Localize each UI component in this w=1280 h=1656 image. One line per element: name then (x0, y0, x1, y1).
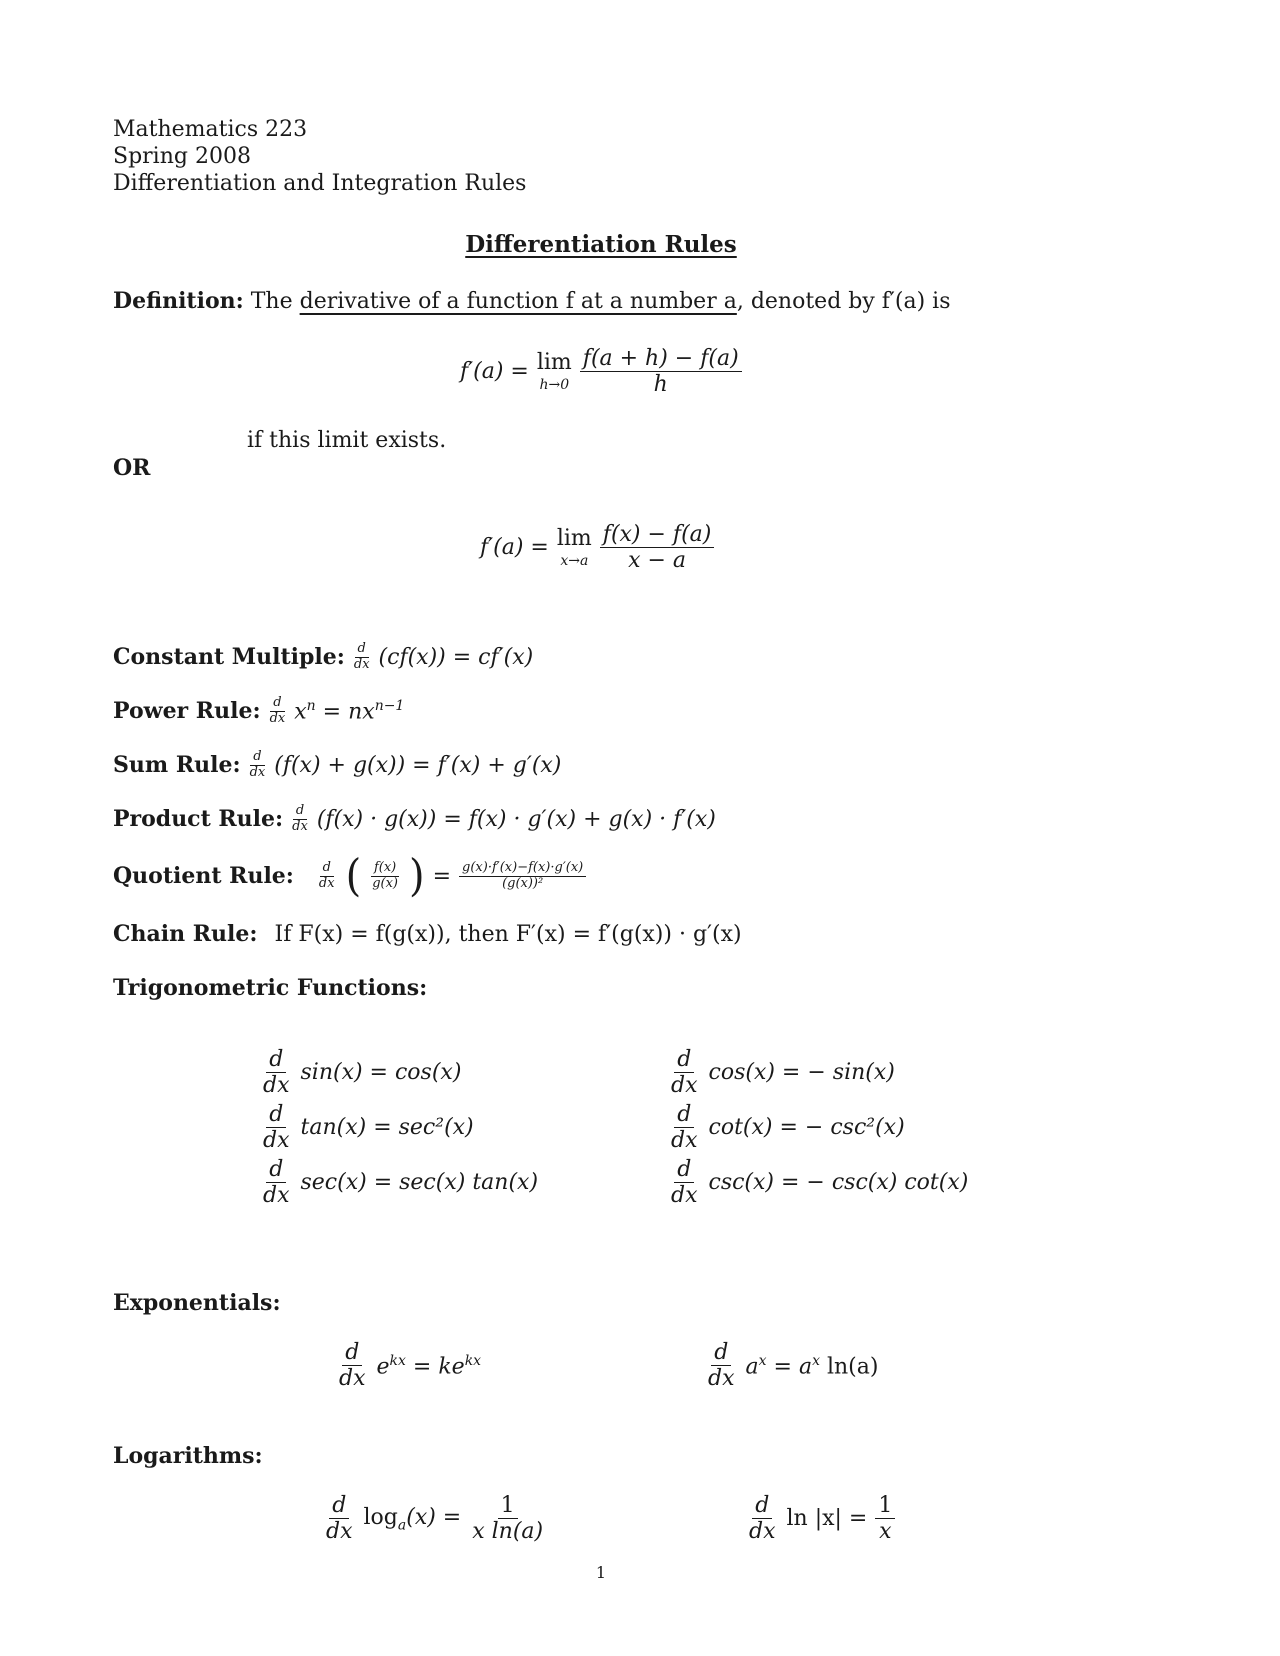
exp-eq: = a (766, 1353, 813, 1379)
trig-right-column (668, 1045, 968, 1210)
sum-rule (113, 750, 561, 781)
section-title: Differentiation Rules (465, 231, 737, 258)
trig-row (260, 1100, 538, 1155)
log-left-num: 1 (498, 1493, 518, 1519)
log-arg: (x) = (406, 1504, 462, 1530)
trig-formula: tan(x) = sec²(x) (300, 1115, 474, 1140)
constant-rhs: (cf(x)) = cf′(x) (378, 644, 534, 670)
definition-post: , denoted by f′(a) is (736, 289, 951, 314)
ddx-fraction (351, 642, 373, 673)
d-num: d (293, 804, 307, 820)
ddx-fraction (267, 696, 289, 727)
exp-base: a (745, 1353, 759, 1379)
ddx-fraction (668, 1157, 701, 1209)
trig-left-column (260, 1045, 538, 1210)
trig-row (668, 1045, 968, 1100)
log-right-den: x (879, 1519, 892, 1545)
derivative-formula-h (460, 346, 742, 398)
quotient-rhs-den: (g(x))² (502, 875, 544, 891)
dx-den: dx (263, 1128, 290, 1153)
formula1-lhs: f′(a) = (460, 359, 529, 385)
exp-power: kx (389, 1352, 406, 1369)
exp-power2: x (812, 1352, 820, 1369)
exp-right-formula (705, 1340, 878, 1392)
exp-left-formula (336, 1340, 481, 1392)
constant-label: Constant Multiple: (113, 644, 345, 671)
ddx-fraction (323, 1493, 356, 1545)
ddx-fraction (746, 1493, 779, 1545)
log-fn: log (363, 1504, 398, 1530)
formula2-fraction (600, 522, 715, 574)
d-num: d (320, 861, 334, 877)
ddx-fraction (336, 1340, 369, 1392)
sum-label: Sum Rule: (113, 752, 241, 779)
log-left-fraction (469, 1493, 546, 1545)
power-exp2: n−1 (374, 698, 405, 715)
chain-rhs: If F(x) = f(g(x)), then F′(x) = f′(g(x)) · g′(x) (274, 922, 742, 947)
dx-den: dx (292, 818, 308, 834)
chain-label: Chain Rule: (113, 921, 258, 947)
logarithms-label: Logarithms: (113, 1443, 263, 1469)
d-num: d (342, 1340, 362, 1366)
log-right-lhs: ln |x| = (786, 1506, 868, 1532)
exp-left-rhs (377, 1353, 482, 1379)
constant-multiple-rule (113, 642, 533, 673)
log-right-num: 1 (875, 1493, 895, 1519)
d-num: d (355, 642, 369, 658)
trig-row (260, 1045, 538, 1100)
ddx-fraction (705, 1340, 738, 1392)
formula2-lhs: f′(a) = (480, 535, 549, 561)
right-paren: ) (408, 850, 425, 902)
trig-formula: cot(x) = − csc²(x) (708, 1115, 905, 1140)
trig-row (668, 1155, 968, 1210)
power-rhs (294, 698, 404, 724)
ddx-fraction (260, 1157, 293, 1209)
dx-den: dx (269, 710, 286, 726)
or-label: OR (113, 455, 151, 481)
dx-den: dx (708, 1366, 735, 1392)
d-num: d (266, 1102, 286, 1128)
quotient-rule (113, 850, 586, 902)
log-right-formula (746, 1493, 895, 1545)
left-paren: ( (345, 850, 362, 902)
log-left-formula (323, 1493, 546, 1545)
log-left-den: x ln(a) (472, 1519, 544, 1545)
dx-den: dx (671, 1183, 698, 1208)
power-base: x (294, 699, 307, 725)
formula1-lim-sub: h→0 (539, 376, 570, 393)
trig-formula: cos(x) = − sin(x) (708, 1060, 895, 1085)
quotient-inner-num: f(x) (371, 861, 399, 877)
exponentials-label: Exponentials: (113, 1290, 281, 1316)
quotient-inner-fraction (369, 861, 401, 892)
chain-rule (113, 921, 742, 947)
formula2-numerator: f(x) − f(a) (600, 522, 715, 548)
dx-den: dx (263, 1073, 290, 1098)
formula1-numerator: f(a + h) − f(a) (580, 346, 742, 372)
course-name: Mathematics 223 (113, 117, 308, 142)
quotient-label: Quotient Rule: (113, 863, 294, 889)
trig-formula: sec(x) = sec(x) tan(x) (300, 1170, 539, 1195)
log-left-lhs (364, 1505, 462, 1533)
d-num: d (266, 1157, 286, 1183)
product-rhs: (f(x) · g(x)) = f(x) · g′(x) + g(x) · f′(x) (316, 806, 716, 832)
power-rule (113, 696, 404, 727)
exp-base: e (376, 1353, 390, 1379)
formula2-lim-sub: x→a (560, 552, 589, 569)
definition-label: Definition: (113, 288, 244, 314)
definition-line (113, 288, 951, 314)
trig-row (668, 1100, 968, 1155)
power-eq: = nx (315, 699, 375, 725)
d-num: d (674, 1047, 694, 1073)
ddx-fraction (260, 1102, 293, 1154)
d-num: d (270, 696, 284, 712)
trig-formula: csc(x) = − csc(x) cot(x) (708, 1170, 969, 1195)
d-num: d (752, 1493, 772, 1519)
d-num: d (674, 1157, 694, 1183)
quotient-rhs-fraction (459, 861, 586, 892)
trig-row (260, 1155, 538, 1210)
sum-rhs: (f(x) + g(x)) = f′(x) + g′(x) (274, 752, 562, 778)
exp-right-rhs (746, 1353, 879, 1379)
quotient-inner-den: g(x) (372, 875, 398, 891)
dx-den: dx (671, 1073, 698, 1098)
dx-den: dx (749, 1519, 776, 1545)
formula2-limit (556, 525, 592, 569)
exp-tail: ln(a) (819, 1353, 879, 1379)
dx-den: dx (249, 764, 266, 780)
dx-den: dx (353, 656, 370, 672)
trig-formula: sin(x) = cos(x) (300, 1060, 462, 1085)
d-num: d (250, 750, 264, 766)
page-number: 1 (595, 1563, 607, 1582)
dx-den: dx (263, 1183, 290, 1208)
exp-power2: kx (464, 1352, 482, 1369)
product-label: Product Rule: (113, 806, 284, 833)
formula1-denominator: h (653, 372, 668, 398)
formula2-denominator: x − a (628, 548, 687, 574)
definition-underlined: derivative of a function f at a number a (299, 289, 737, 314)
dx-den: dx (671, 1128, 698, 1153)
ddx-fraction (289, 804, 311, 835)
doc-title: Differentiation and Integration Rules (113, 171, 527, 196)
quotient-rhs-num: g(x)·f′(x)−f(x)·g′(x) (459, 861, 586, 877)
dx-den: dx (318, 875, 335, 891)
ddx-fraction (668, 1047, 701, 1099)
log-base: a (397, 1516, 407, 1533)
formula2-lim-text: lim (556, 525, 592, 551)
exp-power: x (758, 1352, 767, 1369)
power-exp: n (306, 698, 316, 715)
term: Spring 2008 (113, 144, 251, 169)
ddx-fraction (668, 1102, 701, 1154)
d-num: d (674, 1102, 694, 1128)
product-rule (113, 804, 716, 835)
d-num: d (329, 1493, 349, 1519)
ddx-fraction (316, 861, 338, 892)
formula1-limit (536, 349, 572, 393)
d-num: d (711, 1340, 731, 1366)
dx-den: dx (339, 1366, 366, 1392)
ddx-fraction (247, 750, 269, 781)
trig-label: Trigonometric Functions: (113, 975, 428, 1001)
log-right-fraction (875, 1493, 895, 1545)
limit-note: if this limit exists. (247, 428, 447, 453)
ddx-fraction (260, 1047, 293, 1099)
d-num: d (266, 1047, 286, 1073)
exp-eq: = ke (405, 1353, 465, 1379)
formula1-lim-text: lim (536, 349, 572, 375)
formula1-fraction (580, 346, 742, 398)
dx-den: dx (326, 1519, 353, 1545)
power-label: Power Rule: (113, 698, 261, 725)
quotient-eq: = (432, 863, 452, 889)
definition-pre: The (250, 289, 293, 314)
derivative-formula-x (480, 522, 714, 574)
